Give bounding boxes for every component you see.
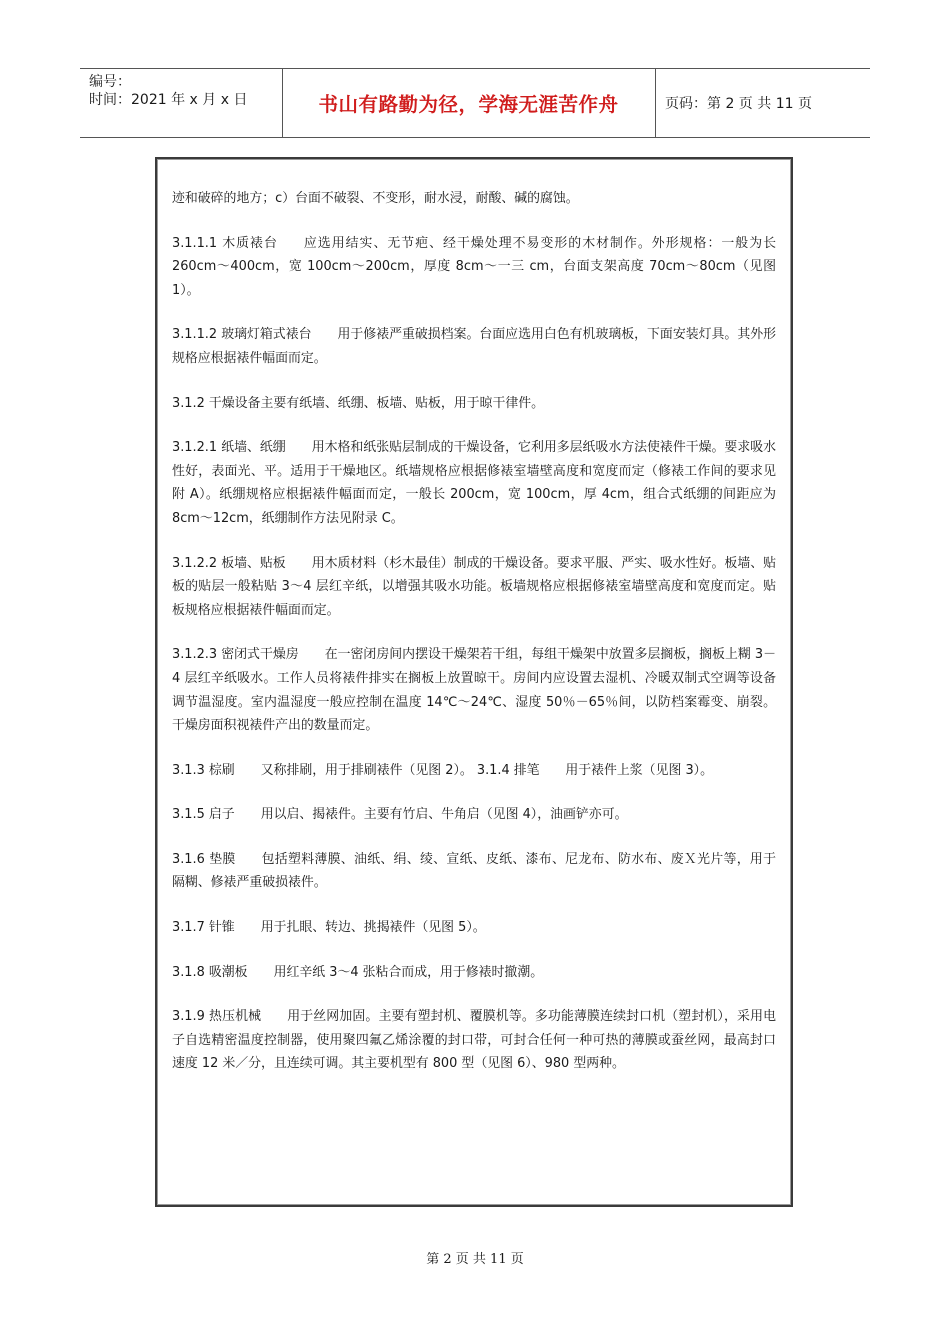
paragraph xyxy=(172,643,776,737)
paragraph xyxy=(172,436,776,530)
section-heading: 3.1.1.2 玻璃灯箱式裱台 xyxy=(172,327,312,343)
paragraph xyxy=(172,232,776,303)
page-header xyxy=(80,68,870,138)
content-body xyxy=(172,187,776,1097)
paragraph-text: 用以启、揭裱件。主要有竹启、牛角启（见图 4），油画铲亦可。 xyxy=(260,807,628,823)
paragraph xyxy=(172,916,776,940)
paragraph-text: 用木格和纸张贴层制成的干燥设备，它利用多层纸吸水方法使裱件干燥。要求吸水性好，表面光、平。适用于干燥地区。纸墙规格应根据修裱室墙壁高度和宽度而定（修裱工作间的要求见附 A）。纸绷规格应根据裱件幅面而定，一般长 200cm，宽 100cm，厚 4cm，组合式纸绷的间距应为 8cm～12cm，纸绷制作方法见附录 C。 xyxy=(172,440,777,526)
paragraph xyxy=(172,392,776,416)
paragraph-text: 用于丝网加固。主要有塑封机、覆膜机等。多功能薄膜连续封口机（塑封机），采用电子自选精密温度控制器，使用聚四氟乙烯涂覆的封口带，可封合任何一种可热的薄膜或蚕丝网，最高封口速度 12 米／分，且连续可调。其主要机型有 800 型（见图 6）、980 型两种。 xyxy=(172,1009,776,1072)
header-page-cell xyxy=(656,69,870,137)
paragraph-text: 迹和破碎的地方；c）台面不破裂、不变形，耐水浸，耐酸、碱的腐蚀。 xyxy=(172,191,579,206)
paragraph-text: 在一密闭房间内摆设干燥架若干组，每组干燥架中放置多层搁板，搁板上糊 3－4 层红辛纸吸水。工作人员将裱件排实在搁板上放置晾干。房间内应设置去湿机、冷暖双制式空调等设备调节温湿度。室内温湿度一般应控制在温度 14℃～24℃、湿度 50％－65％间，以防档案霉变、崩裂。干燥房面积视裱件产出的数量而定。 xyxy=(172,647,777,734)
section-heading: 3.1.7 针锥 xyxy=(172,920,235,936)
section-heading: 3.1.8 吸潮板 xyxy=(172,964,248,980)
paragraph-text: 用于修裱严重破损档案。台面应选用白色有机玻璃板，下面安装灯具。其外形规格应根据裱件幅面而定。 xyxy=(172,327,777,366)
paragraph xyxy=(172,1005,776,1076)
section-heading: 3.1.2.1 纸墙、纸绷 xyxy=(172,440,286,456)
header-meta-cell xyxy=(80,69,283,137)
paragraph xyxy=(172,961,776,985)
code-label: 编号： xyxy=(89,74,131,90)
section-heading: 3.1.1.1 木质裱台 xyxy=(172,235,278,251)
section-heading: 3.1.9 热压机械 xyxy=(172,1009,262,1025)
page-footer: 第 2 页 共 11 页 xyxy=(426,1252,524,1267)
section-heading: 3.1.2.3 密闭式干燥房 xyxy=(172,647,299,663)
paragraph-text: 应选用结实、无节疤、经干燥处理不易变形的木材制作。外形规格：一般为长 260cm～400cm，宽 100cm～200cm，厚度 8cm～一三 cm，台面支架高度 70cm～80cm（见图 1）。 xyxy=(172,235,776,298)
paragraph xyxy=(172,803,776,827)
section-heading: 3.1.2.2 板墙、贴板 xyxy=(172,555,286,571)
header-motto-cell xyxy=(282,69,656,137)
paragraph-text: 用木质材料（杉木最佳）制成的干燥设备。要求平服、严实、吸水性好。板墙、贴板的贴层一般粘贴 3～4 层红辛纸，以增强其吸水功能。板墙规格应根据修裱室墙壁高度和宽度而定。贴板规格应根据裱件幅面而定。 xyxy=(172,555,777,618)
section-heading: 3.1.3 棕刷 xyxy=(172,762,235,778)
paragraph xyxy=(172,759,776,783)
paragraph-text: 用于扎眼、转边、挑揭裱件（见图 5）。 xyxy=(260,920,486,936)
section-heading: 3.1.6 垫膜 xyxy=(172,851,236,867)
page-info: 页码：第 2 页 共 11 页 xyxy=(665,96,812,112)
paragraph-text: 3.1.2 干燥设备主要有纸墙、纸绷、板墙、贴板，用于晾干律件。 xyxy=(172,395,545,411)
paragraph-text: 包括塑料薄膜、油纸、绢、绫、宣纸、皮纸、漆布、尼龙布、防水布、废Ｘ光片等，用于隔糊、修裱严重破损裱件。 xyxy=(172,851,776,891)
paragraph xyxy=(172,187,776,211)
paragraph xyxy=(172,848,776,895)
time-line: 时间：2021 年 x 月 x 日 xyxy=(89,92,248,108)
paragraph-text: 又称排刷，用于排刷裱件（见图 2）。 3.1.4 排笔 用于裱件上浆（见图 3）。 xyxy=(260,762,713,778)
paragraph-text: 用红辛纸 3～4 张粘合而成，用于修裱时撤潮。 xyxy=(273,964,544,980)
motto-text: 书山有路勤为径，学海无涯苦作舟 xyxy=(318,93,619,116)
paragraph xyxy=(172,552,776,623)
section-heading: 3.1.5 启子 xyxy=(172,807,235,823)
paragraph xyxy=(172,323,776,370)
